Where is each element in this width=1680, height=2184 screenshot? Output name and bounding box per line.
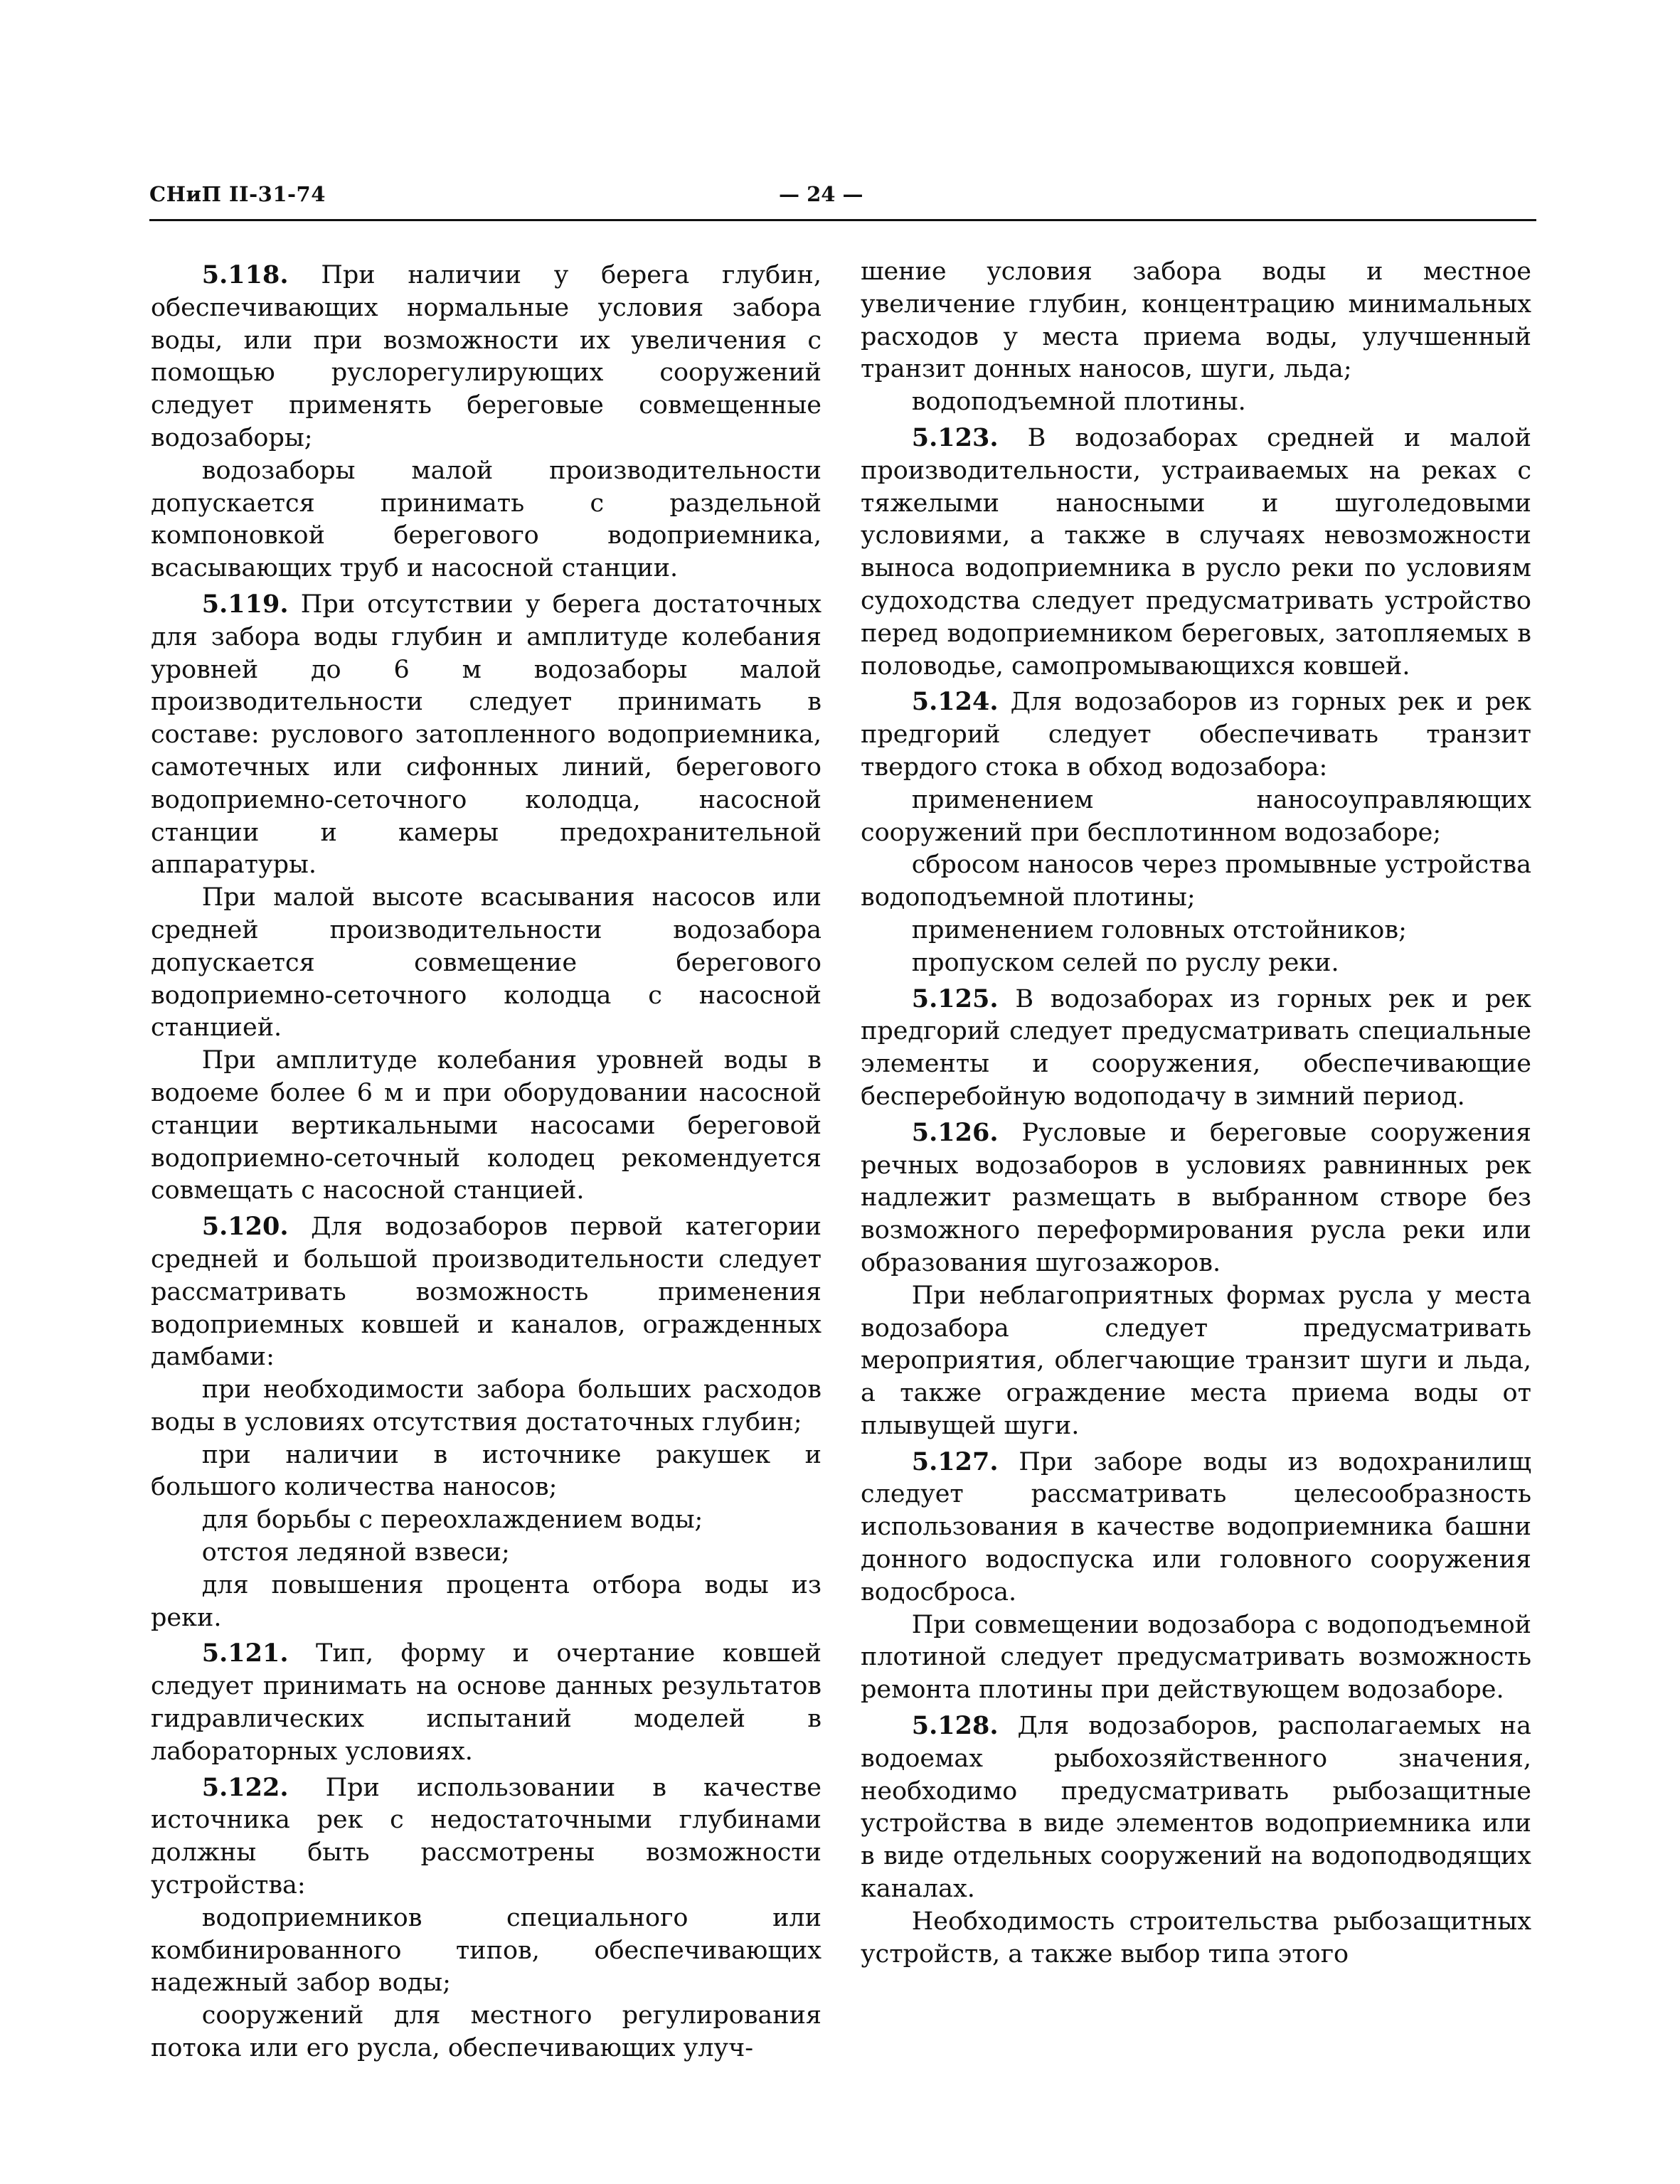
paragraph-text: водоприемников специального или комбинированного типов, обеспечивающих надежный забор воды; bbox=[151, 1903, 822, 1998]
paragraph bbox=[151, 882, 822, 1045]
clause-number: 5.118. bbox=[201, 260, 289, 289]
paragraph bbox=[861, 947, 1531, 980]
paragraph-text: водоподъемной плотины. bbox=[911, 388, 1246, 417]
paragraph-text: При использовании в качестве источника рек с недостаточными глубинами должны быть рассмотрены возможности устройства: bbox=[151, 1773, 822, 1900]
left-column bbox=[151, 256, 822, 2065]
paragraph bbox=[861, 1280, 1531, 1443]
paragraph bbox=[151, 455, 822, 585]
paragraph bbox=[861, 256, 1531, 386]
paragraph-text: водозаборы малой производительности допускается принимать с раздельной компоновкой берегового водоприемника, всасывающих труб и насосной станции. bbox=[151, 456, 822, 583]
clause-number: 5.126. bbox=[911, 1117, 999, 1147]
paragraph-text: пропуском селей по руслу реки. bbox=[911, 948, 1339, 977]
paragraph bbox=[151, 1374, 822, 1439]
paragraph bbox=[861, 1609, 1531, 1707]
paragraph bbox=[861, 915, 1531, 947]
paragraph bbox=[151, 1637, 822, 1768]
paragraph-text: При заборе воды из водохранилищ следует рассматривать целесообразность использования в качестве водоприемника башни донного водоспуска или головного сооружения водосброса. bbox=[861, 1447, 1531, 1607]
paragraph-text: При неблагоприятных формах русла у места водозабора следует предусматривать мероприятия, облегчающие транзит шуги и льда, а также ограждение места приема воды от плывущей шуги. bbox=[861, 1281, 1531, 1440]
paragraph-text: шение условия забора воды и местное увеличение глубин, концентрацию минимальных расходов у места приема воды, улучшенный транзит донных наносов, шуги, льда; bbox=[861, 257, 1531, 384]
paragraph-text: отстоя ледяной взвеси; bbox=[201, 1538, 510, 1567]
paragraph bbox=[861, 686, 1531, 784]
clause-number: 5.123. bbox=[911, 422, 999, 452]
paragraph bbox=[151, 259, 822, 455]
paragraph-text: сооружений для местного регулирования потока или его русла, обеспечивающих улуч- bbox=[151, 2001, 822, 2063]
paragraph-text: сбросом наносов через промывные устройства водоподъемной плотины; bbox=[861, 851, 1531, 912]
paragraph bbox=[861, 1117, 1531, 1280]
paragraph bbox=[861, 422, 1531, 683]
clause-number: 5.127. bbox=[911, 1447, 999, 1476]
paragraph-text: При наличии у берега глубин, обеспечивающих нормальные условия забора воды, или при возможности их увеличения с помощью руслорегулирующих сооружений следует применять береговые совмещенные водозаборы; bbox=[151, 261, 822, 452]
paragraph bbox=[151, 1439, 822, 1505]
paragraph-text: При отсутствии у берега достаточных для забора воды глубин и амплитуде колебания уровней до 6 м водозаборы малой производительности следует принимать в составе: руслового затопленного водоприемника, самотечных или сифонных линий, берегового водоприемно-сеточного колодца, насосной станции и камеры предохранительной аппаратуры. bbox=[151, 590, 822, 880]
paragraph bbox=[151, 1772, 822, 1902]
paragraph bbox=[151, 1210, 822, 1374]
right-column bbox=[861, 256, 1531, 1971]
document-code: СНиП II-31-74 bbox=[149, 182, 326, 206]
paragraph-text: При амплитуде колебания уровней воды в водоеме более 6 м и при оборудовании насосной станции вертикальными насосами береговой водоприемно-сеточный колодец рекомендуется совмещать с насосной станцией. bbox=[151, 1046, 822, 1205]
paragraph-text: при необходимости забора больших расходов воды в условиях отсутствия достаточных глубин; bbox=[151, 1375, 822, 1437]
clause-number: 5.120. bbox=[201, 1212, 289, 1242]
paragraph-text: Тип, форму и очертание ковшей следует принимать на основе данных результатов гидравлических испытаний моделей в лабораторных условиях. bbox=[151, 1639, 822, 1766]
paragraph-text: для борьбы с переохлаждением воды; bbox=[201, 1506, 703, 1535]
paragraph bbox=[861, 784, 1531, 850]
paragraph bbox=[861, 1710, 1531, 1906]
paragraph bbox=[151, 1570, 822, 1635]
clause-number: 5.125. bbox=[911, 984, 999, 1013]
paragraph bbox=[861, 386, 1531, 419]
paragraph-text: Необходимость строительства рыбозащитных устройств, а также выбор типа этого bbox=[861, 1907, 1531, 1969]
paragraph bbox=[861, 849, 1531, 915]
paragraph-text: В водозаборах средней и малой производительности, устраиваемых на реках с тяжелыми наносными и шуголедовыми условиями, а также в случаях невозможности выноса водоприемника в русло реки по условиям судоходства следует предусматривать устройство перед водоприемником береговых, затопляемых в половодье, самопромывающихся ковшей. bbox=[861, 423, 1531, 681]
page-number: — 24 — bbox=[779, 182, 863, 206]
paragraph bbox=[151, 1504, 822, 1537]
clause-number: 5.121. bbox=[201, 1639, 289, 1668]
paragraph-text: При совмещении водозабора с водоподъемной плотиной следует предусматривать возможность ремонта плотины при действующем водозаборе. bbox=[861, 1610, 1531, 1705]
paragraph-text: применением головных отстойников; bbox=[911, 915, 1407, 944]
header-rule bbox=[149, 219, 1536, 221]
paragraph-text: В водозаборах из горных рек и рек предгорий следует предусматривать специальные элементы и сооружения, обеспечивающие бесперебойную водоподачу в зимний период. bbox=[861, 984, 1531, 1111]
paragraph bbox=[861, 983, 1531, 1114]
clause-number: 5.122. bbox=[201, 1772, 289, 1802]
paragraph bbox=[861, 1446, 1531, 1609]
paragraph-text: При малой высоте всасывания насосов или средней производительности водозабора допускается совмещение берегового водоприемно-сеточного колодца с насосной станцией. bbox=[151, 883, 822, 1043]
paragraph-text: Русловые и береговые сооружения речных водозаборов в условиях равнинных рек надлежит размещать в выбранном створе без возможного переформирования русла реки или образования шугозажоров. bbox=[861, 1118, 1531, 1277]
paragraph bbox=[151, 1045, 822, 1208]
clause-number: 5.119. bbox=[201, 589, 289, 619]
page-header bbox=[149, 182, 1536, 218]
paragraph bbox=[151, 1902, 822, 2000]
clause-number: 5.128. bbox=[911, 1711, 999, 1741]
paragraph-text: применением наносоуправляющих сооружений при бесплотинном водозаборе; bbox=[861, 785, 1531, 847]
paragraph-text: для повышения процента отбора воды из реки. bbox=[151, 1570, 822, 1632]
paragraph bbox=[861, 1906, 1531, 1971]
paragraph bbox=[151, 588, 822, 882]
clause-number: 5.124. bbox=[911, 687, 999, 717]
paragraph-text: Для водозаборов первой категории средней и большой производительности следует рассматривать возможность применения водоприемных ковшей и каналов, огражденных дамбами: bbox=[151, 1213, 822, 1372]
paragraph-text: при наличии в источнике ракушек и большого количества наносов; bbox=[151, 1440, 822, 1502]
paragraph-text: Для водозаборов из горных рек и рек предгорий следует обеспечивать транзит твердого стока в обход водозабора: bbox=[861, 688, 1531, 782]
paragraph-text: Для водозаборов, располагаемых на водоемах рыбохозяйственного значения, необходимо предусматривать рыбозащитные устройства в виде элементов водоприемника или в виде отдельных сооружений на водоподводящих каналах. bbox=[861, 1712, 1531, 1904]
paragraph bbox=[151, 1537, 822, 1570]
paragraph bbox=[151, 2000, 822, 2065]
